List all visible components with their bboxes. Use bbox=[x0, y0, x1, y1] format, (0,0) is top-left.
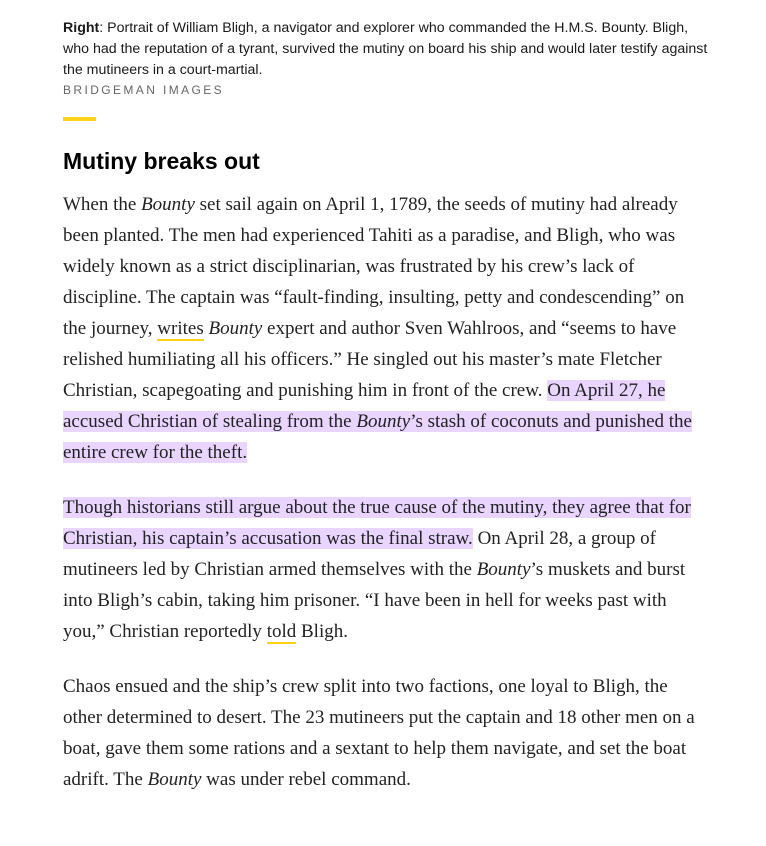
p1-text-4: expert and author Sven Wahlroos, and “seems to have relished humiliating all his officers.” He singled out his master’s mate Fletcher Christian, scapegoating and punishing him in front of the crew. bbox=[63, 318, 677, 401]
p2-ship-name: Bounty bbox=[476, 559, 531, 580]
paragraph-1 bbox=[63, 189, 708, 468]
article-body bbox=[63, 18, 708, 795]
image-credit: BRIDGEMAN IMAGES bbox=[63, 83, 225, 97]
told-link[interactable]: told bbox=[266, 621, 297, 642]
p1-text-1: When the bbox=[63, 194, 142, 215]
p2-text-1: On April 28, a group of mutineers led by Christian armed themselves with the bbox=[63, 528, 656, 580]
caption-text: : Portrait of William Bligh, a navigator and explorer who commanded the H.M.S. Bounty. Bligh, who had the reputation of a tyrant, survived the mutiny on board his ship and would later testify against the mutineers in a court-martial. bbox=[63, 20, 708, 78]
p1-highlight-1: On April 27, he accused Christian of stealing from the bbox=[63, 380, 666, 432]
p3-ship-name: Bounty bbox=[147, 769, 202, 790]
section-divider bbox=[63, 117, 96, 121]
image-caption bbox=[63, 18, 708, 81]
p1-ship-name-1: Bounty bbox=[141, 194, 195, 215]
p2-text-2: ’s muskets and burst into Bligh’s cabin, taking him prisoner. “I have been in hell for weeks past with you,” Christian reportedly bbox=[63, 559, 686, 642]
p1-highlight-ship-name: Bounty bbox=[356, 411, 411, 432]
writes-link[interactable]: writes bbox=[157, 318, 204, 339]
section-heading: Mutiny breaks out bbox=[63, 148, 260, 174]
paragraph-3 bbox=[63, 671, 708, 795]
p3-text-2: was under rebel command. bbox=[201, 769, 411, 790]
paragraph-2 bbox=[63, 492, 708, 647]
p1-text-2: set sail again on April 1, 1789, the seeds of mutiny had already been planted. The men had experienced Tahiti as a paradise, and Bligh, who was widely known as a strict disciplinarian, was frustrated by his crew’s lack of discipline. The captain was “fault-finding, insulting, petty and condescending” on the journey, bbox=[63, 194, 685, 339]
highlight-final-straw: Though historians still argue about the true cause of the mutiny, they agree that for Christian, his captain’s accusation was the final straw. bbox=[63, 497, 691, 549]
p3-text-1: Chaos ensued and the ship’s crew split into two factions, one loyal to Bligh, the other determined to desert. The 23 mutineers put the captain and 18 other men on a boat, gave them some rations and a sextant to help them navigate, and set the boat adrift. The bbox=[63, 676, 695, 790]
p1-ship-name-2: Bounty bbox=[208, 318, 263, 339]
caption-lead: Right bbox=[63, 20, 100, 36]
p1-highlight-2: ’s stash of coconuts and punished the entire crew for the theft. bbox=[63, 411, 692, 463]
p2-text-3: Bligh. bbox=[296, 621, 348, 642]
